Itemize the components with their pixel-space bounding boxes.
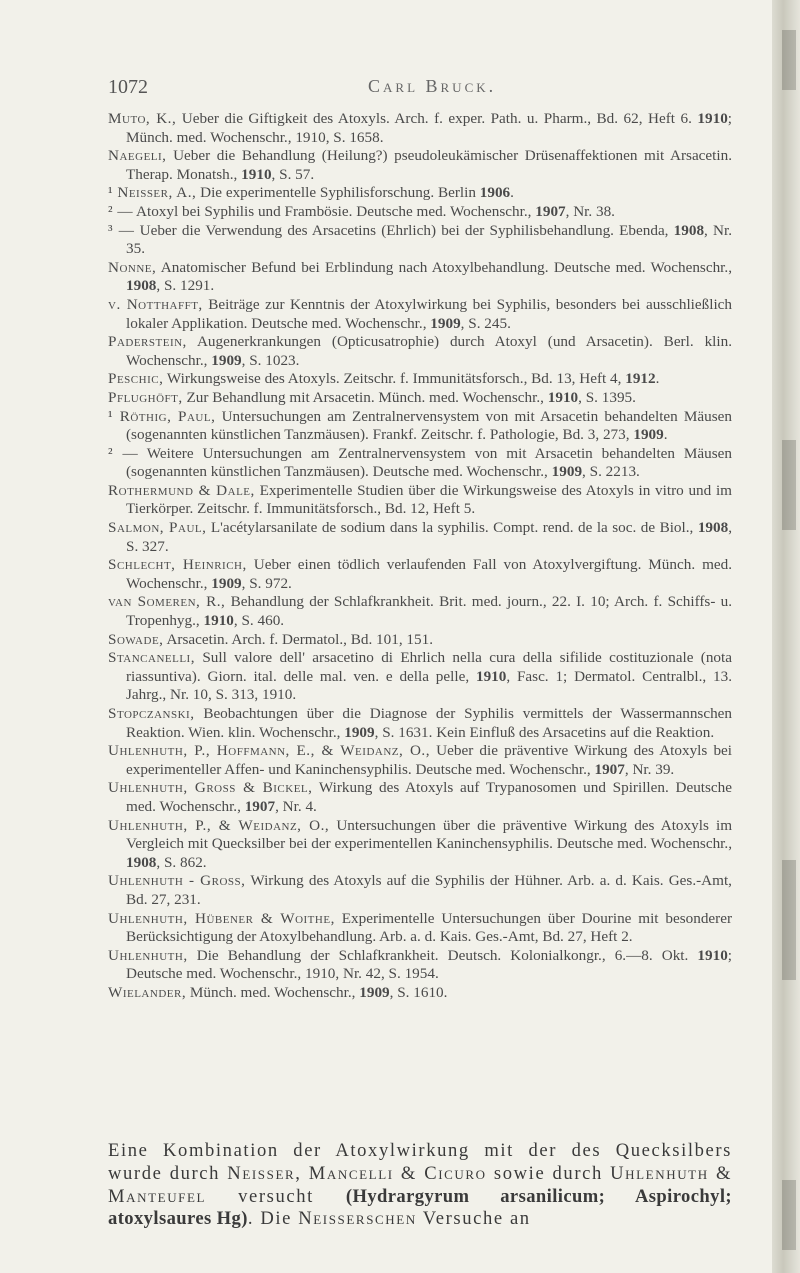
reference-entry	[108, 593, 732, 630]
body-text-segment: Versuche an	[422, 1208, 531, 1230]
reference-year: 1909	[551, 463, 583, 481]
reference-entry	[108, 389, 732, 408]
running-head: Carl Bruck.	[368, 76, 497, 96]
reference-year: 1910	[697, 110, 728, 127]
reference-entry	[108, 872, 732, 909]
body-text-segment: versucht	[238, 1185, 314, 1207]
author-name: Uhlenhuth & Manteufel	[108, 1162, 733, 1207]
reference-text: Arsacetin. Arch. f. Dermatol., Bd. 101, 151.	[166, 630, 434, 648]
reference-author: ² —	[108, 444, 139, 462]
reference-text: L'acétylarsanilate de sodium dans la syphilis. Compt. rend. de la soc. de Biol.,	[210, 519, 694, 537]
reference-entry	[108, 947, 732, 984]
reference-author: Nonne,	[108, 258, 157, 276]
reference-year: 1910	[241, 165, 272, 183]
reference-author: Wielander,	[108, 983, 187, 1001]
reference-author: Uhlenhuth, P., & Weidanz, O.,	[108, 816, 330, 834]
reference-entry	[108, 631, 732, 650]
reference-author: ¹ Röthig, Paul,	[108, 407, 216, 425]
author-name: Neisserschen	[298, 1208, 417, 1230]
body-text-segment: . Die	[247, 1208, 292, 1230]
reference-text: Ueber einen tödlich verlaufenden Fall von Atoxylvergiftung. Münch. med. Wochenschr.,	[126, 556, 733, 592]
author-name: Neisser, Mancelli & Cicuro	[227, 1162, 487, 1184]
reference-author: Uhlenhuth, Hübener & Woithe,	[108, 909, 335, 927]
reference-year: 1907	[244, 797, 276, 815]
page-edge	[772, 0, 800, 1273]
reference-author: Stopczanski,	[108, 705, 195, 722]
reference-text: Beiträge zur Kenntnis der Atoxylwirkung bei Syphilis, besonders bei ausschließlich lokaler Applikation. Deutsche med. Wochenschr.,	[126, 295, 733, 332]
page-number: 1072	[108, 76, 148, 98]
reference-entry	[108, 817, 732, 873]
reference-year: 1910	[475, 667, 507, 685]
reference-text: Ueber die präventive Wirkung des Atoxyls bei experimenteller Affen- und Kaninchensyphilis. Deutsche med. Wochenschr.,	[126, 742, 733, 778]
reference-year: 1908	[126, 277, 157, 295]
reference-author: ² —	[108, 202, 134, 220]
reference-detail: , Nr. 39.	[624, 760, 675, 778]
reference-text: Atoxyl bei Syphilis und Frambösie. Deutsche med. Wochenschr.,	[136, 202, 532, 220]
reference-text: Zur Behandlung mit Arsacetin. Münch. med. Wochenschr.,	[186, 388, 544, 406]
reference-author: ³ —	[108, 221, 135, 239]
reference-entry	[108, 984, 732, 1003]
reference-detail: , Nr. 35.	[126, 221, 733, 258]
reference-detail: .	[655, 370, 660, 388]
reference-text: Behandlung der Schlafkrankheit. Brit. med. journ., 22. I. 10; Arch. f. Schiffs- u. Tropenhyg.,	[126, 593, 733, 630]
reference-year: 1907	[594, 760, 625, 778]
reference-detail: , Nr. 4.	[275, 797, 317, 815]
reference-text: Experimentelle Untersuchungen über Dourine mit besonderer Berücksichtigung der Atoxylbehandlung. Arb. a. d. Kais. Ges.-Amt, Bd. 27, Heft 2.	[126, 909, 733, 946]
reference-author: Salmon, Paul,	[108, 519, 207, 537]
reference-author: ¹ Neisser, A.,	[108, 184, 197, 202]
reference-year: 1909	[344, 723, 375, 741]
reference-year: 1910	[203, 612, 234, 630]
reference-year: 1908	[697, 519, 729, 537]
reference-year: 1906	[479, 184, 511, 202]
reference-text: Anatomischer Befund bei Erblindung nach Atoxylbehandlung. Deutsche med. Wochenschr.,	[160, 258, 732, 276]
reference-year: 1909	[430, 314, 461, 332]
reference-year: 1910	[697, 946, 728, 964]
reference-entry	[108, 779, 732, 816]
reference-detail: , S. 327.	[126, 519, 732, 555]
reference-entry	[108, 705, 732, 742]
reference-entry	[108, 203, 732, 222]
reference-entry	[108, 110, 732, 147]
reference-year: 1910	[547, 388, 579, 406]
reference-entry	[108, 445, 732, 482]
reference-author: Stancanelli,	[108, 649, 196, 667]
reference-entry	[108, 742, 732, 779]
reference-text: Untersuchungen am Zentralnervensystem von mit Arsacetin behandelten Mäusen (sogenannten künstlichen Tanzmäusen). Frankf. Zeitschr. f. Pathologie, Bd. 3, 273,	[126, 407, 733, 444]
reference-text: Münch. med. Wochenschr.,	[189, 983, 356, 1001]
reference-detail: , S. 1291.	[156, 277, 215, 295]
reference-detail: , S. 2213.	[582, 463, 640, 481]
reference-author: van Someren, R.,	[108, 593, 226, 611]
reference-detail: , Nr. 38.	[565, 202, 615, 220]
reference-author: v. Notthafft,	[108, 295, 203, 313]
edge-mark	[782, 860, 796, 980]
body-paragraph	[108, 1140, 732, 1231]
reference-detail: , S. 245.	[460, 314, 511, 332]
reference-text: Untersuchungen über die präventive Wirkung des Atoxyls im Vergleich mit Quecksilber bei der experimentellen Kaninchensyphilis. Deutsche med. Wochenschr.,	[126, 816, 733, 853]
reference-author: Naegeli,	[108, 147, 167, 165]
reference-text: Wirkung des Atoxyls auf die Syphilis der Hühner. Arb. a. d. Kais. Ges.-Amt, Bd. 27, 231.	[126, 872, 732, 908]
reference-text: Weitere Untersuchungen am Zentralnervensystem von mit Arsacetin behandelten Mäusen (sogenannten künstlichen Tanzmäusen). Deutsche med. Wochenschr.,	[126, 444, 732, 481]
reference-text: Sull valore dell' arsacetino di Ehrlich nella cura della sifilide costituzionale (nota riassuntiva). Giorn. ital. delle mal. ven. e della pelle,	[126, 649, 732, 685]
reference-detail: , S. 57.	[271, 165, 315, 183]
reference-text: Ueber die Behandlung (Heilung?) pseudoleukämischer Drüsenaffektionen mit Arsacetin. Therap. Monatsh.,	[126, 147, 732, 183]
reference-detail: , Fasc. 1; Dermatol. Centralbl., 13. Jahrg., Nr. 10, S. 313, 1910.	[126, 667, 732, 704]
reference-entry	[108, 519, 732, 556]
reference-author: Pflughöft,	[108, 388, 183, 406]
reference-entry	[108, 408, 732, 445]
reference-year: 1909	[633, 426, 664, 444]
reference-detail: , S. 972.	[241, 574, 292, 592]
reference-year: 1909	[359, 983, 390, 1001]
reference-author: Uhlenhuth,	[108, 946, 188, 964]
reference-text: Wirkungsweise des Atoxyls. Zeitschr. f. Immunitätsforsch., Bd. 13, Heft 4,	[166, 370, 622, 388]
reference-entry	[108, 482, 732, 519]
reference-author: Paderstein,	[108, 333, 187, 351]
reference-text: Die experimentelle Syphilisforschung. Berlin	[200, 184, 476, 202]
reference-author: Schlecht, Heinrich,	[108, 556, 247, 574]
reference-detail: , S. 862.	[156, 853, 207, 871]
reference-author: Uhlenhuth, P., Hoffmann, E., & Weidanz, O.,	[108, 742, 431, 760]
reference-author: Muto, K.,	[108, 110, 177, 127]
reference-detail: .	[663, 426, 668, 444]
reference-entry	[108, 649, 732, 705]
body-text-segment: sowie durch	[493, 1162, 603, 1184]
reference-author: Peschic,	[108, 370, 164, 388]
reference-text: Ueber die Giftigkeit des Atoxyls. Arch. f. exper. Path. u. Pharm., Bd. 62, Heft 6.	[181, 110, 692, 127]
reference-year: 1908	[673, 221, 705, 239]
reference-year: 1912	[625, 370, 656, 388]
page-header	[108, 76, 732, 100]
reference-year: 1909	[211, 574, 242, 592]
reference-text: Experimentelle Studien über die Wirkungsweise des Atoxyls in vitro und im Tierkörper. Zeitschr. f. Immunitätsforsch., Bd. 12, Heft 5.	[126, 481, 732, 518]
reference-entry	[108, 333, 732, 370]
reference-entry	[108, 556, 732, 593]
edge-mark	[782, 440, 796, 530]
reference-detail: , S. 1610.	[389, 983, 448, 1001]
reference-entry	[108, 259, 732, 296]
reference-detail: , S. 1631. Kein Einfluß des Arsacetins auf die Reaktion.	[374, 723, 715, 741]
reference-detail: , S. 1395.	[578, 388, 636, 406]
reference-author: Uhlenhuth, Gross & Bickel,	[108, 779, 313, 797]
reference-detail: ; Münch. med. Wochenschr., 1910, S. 1658.	[126, 110, 733, 146]
reference-text: Wirkung des Atoxyls auf Trypanosomen und Spirillen. Deutsche med. Wochenschr.,	[126, 779, 733, 815]
reference-author: Sowade,	[108, 630, 164, 648]
reference-entry	[108, 147, 732, 184]
reference-detail: .	[510, 184, 514, 202]
reference-entry	[108, 296, 732, 333]
reference-author: Rothermund & Dale,	[108, 481, 255, 499]
reference-author: Uhlenhuth - Gross,	[108, 872, 246, 890]
compound-name: (Hydrargyrum arsanilicum; Aspirochyl; atoxylsaures Hg)	[108, 1185, 732, 1230]
reference-year: 1907	[535, 202, 566, 220]
reference-year: 1908	[126, 853, 157, 871]
reference-text: Beobachtungen über die Diagnose der Syphilis vermittels der Wassermannschen Reaktion. Wien. klin. Wochenschr.,	[126, 705, 732, 741]
reference-entry	[108, 222, 732, 259]
reference-text: Die Behandlung der Schlafkrankheit. Deutsch. Kolonialkongr., 6.—8. Okt.	[196, 946, 689, 964]
reference-entry	[108, 370, 732, 389]
reference-text: Augenerkrankungen (Opticusatrophie) durch Atoxyl (und Arsacetin). Berl. klin. Wochenschr.,	[126, 333, 732, 369]
reference-detail: , S. 460.	[233, 612, 285, 630]
body-text-segment: Eine Kombination der Atoxylwirkung mit der des Quecksilbers wurde durch	[108, 1140, 732, 1184]
reference-entry	[108, 910, 732, 947]
reference-year: 1909	[211, 351, 242, 369]
reference-text: Ueber die Verwendung des Arsacetins (Ehrlich) bei der Syphilisbehandlung. Ebenda,	[139, 221, 669, 239]
reference-list	[108, 110, 732, 1003]
reference-detail: , S. 1023.	[241, 351, 300, 369]
edge-mark	[782, 30, 796, 90]
reference-entry	[108, 184, 732, 203]
reference-detail: ; Deutsche med. Wochenschr., 1910, Nr. 42, S. 1954.	[126, 946, 733, 983]
edge-mark	[782, 1180, 796, 1250]
